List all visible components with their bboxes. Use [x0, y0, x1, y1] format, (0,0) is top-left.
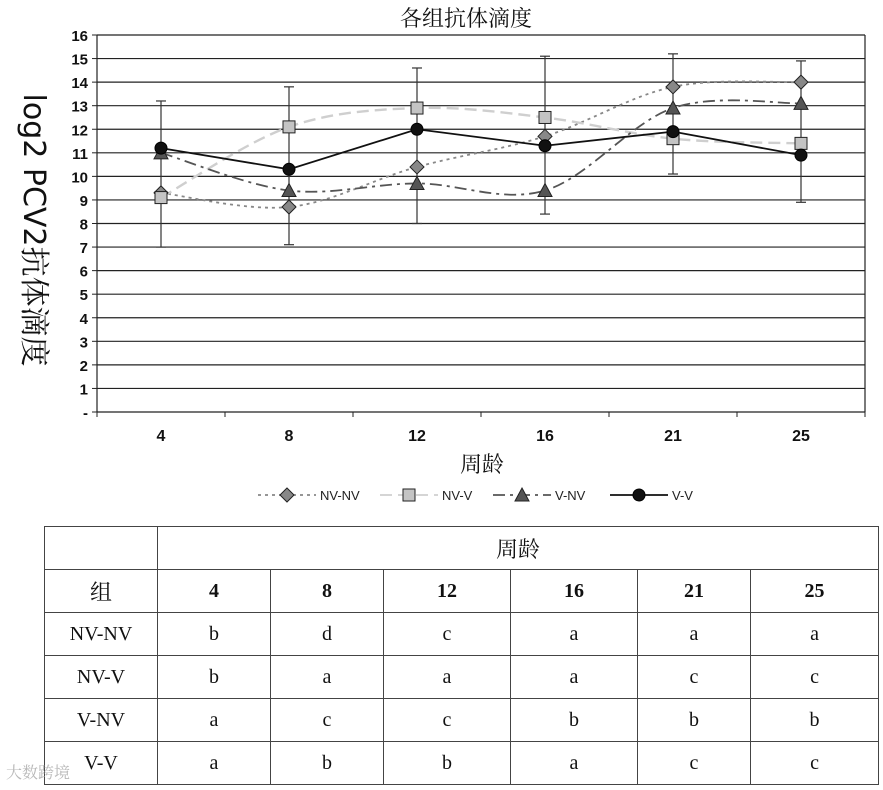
data-point-nv-v: [795, 137, 807, 149]
data-point-v-nv: [538, 184, 552, 197]
table-cell: a: [158, 742, 271, 785]
data-point-nv-nv: [794, 75, 808, 89]
y-tick-label: 7: [79, 240, 88, 258]
data-point-nv-nv: [410, 160, 424, 174]
table-cell: a: [271, 656, 384, 699]
table-cell: b: [158, 656, 271, 699]
x-tick-label: 12: [408, 428, 426, 445]
table-row: [45, 742, 879, 785]
y-tick-label: 2: [79, 357, 88, 375]
table-column-header: 12: [384, 570, 511, 613]
table-cell: b: [638, 699, 751, 742]
table-row: [45, 699, 879, 742]
table-row: [45, 613, 879, 656]
watermark: 大数跨境: [6, 763, 71, 782]
table-cell: a: [751, 613, 879, 656]
data-point-v-v: [795, 149, 807, 161]
series-line-nv-nv: [161, 81, 801, 207]
table-cell: c: [638, 742, 751, 785]
table-column-header: 4: [158, 570, 271, 613]
data-point-v-v: [155, 142, 167, 154]
data-point-v-v: [539, 140, 551, 152]
y-tick-label: 3: [79, 334, 88, 352]
table-cell: b: [751, 699, 879, 742]
x-tick-label: 21: [664, 428, 682, 445]
table-cell: b: [271, 742, 384, 785]
data-point-nv-v: [283, 121, 295, 133]
y-tick-label: 13: [71, 98, 88, 116]
y-tick-label: 9: [79, 192, 88, 210]
plot-area: [71, 28, 865, 445]
table-row-label: V-NV: [45, 699, 158, 742]
table-column-header: 21: [638, 570, 751, 613]
table-cell: c: [638, 656, 751, 699]
table-cell: a: [638, 613, 751, 656]
table-column-header: 16: [511, 570, 638, 613]
legend-marker: [280, 488, 294, 502]
table-cell: c: [384, 699, 511, 742]
table-row: [45, 656, 879, 699]
y-tick-label: 16: [71, 28, 88, 45]
table-row-label: NV-V: [45, 656, 158, 699]
table-row-label: V-V: [45, 742, 158, 785]
table-cell: a: [511, 656, 638, 699]
y-tick-label: 12: [71, 122, 88, 140]
table-column-header-row: [45, 570, 879, 613]
x-tick-label: 25: [792, 428, 810, 445]
y-tick-label: -: [83, 405, 88, 422]
data-point-v-v: [667, 126, 679, 138]
table-cell: d: [271, 613, 384, 656]
table-cell: a: [158, 699, 271, 742]
x-axis-label: 周龄: [459, 453, 505, 478]
y-tick-label: 11: [72, 145, 88, 163]
table-cell: b: [384, 742, 511, 785]
table-cell: a: [511, 613, 638, 656]
table-cell: c: [751, 656, 879, 699]
series-line-v-nv: [161, 100, 801, 194]
y-tick-label: 6: [79, 263, 88, 281]
chart-title: 各组抗体滴度: [399, 7, 533, 32]
y-tick-label: 15: [71, 51, 88, 69]
table-cell: b: [158, 613, 271, 656]
significance-table: [44, 526, 879, 785]
table-corner-cell: [45, 527, 158, 570]
data-point-v-v: [411, 123, 423, 135]
significance-table-wrapper: [44, 526, 878, 785]
table-group-header-row: [45, 527, 879, 570]
data-point-v-nv: [666, 101, 680, 114]
table-cell: c: [271, 699, 384, 742]
y-tick-label: 1: [79, 381, 88, 399]
legend-marker: [403, 489, 415, 501]
data-point-nv-v: [155, 192, 167, 204]
y-axis-label: log2 PCV2抗体滴度: [16, 93, 51, 367]
x-tick-label: 8: [284, 428, 294, 445]
table-cell: a: [511, 742, 638, 785]
data-point-nv-v: [411, 102, 423, 114]
legend: [258, 488, 693, 503]
table-column-header: 8: [271, 570, 384, 613]
table-row-header: 组: [45, 570, 158, 613]
legend-marker: [633, 489, 645, 501]
x-tick-label: 16: [536, 428, 554, 445]
y-tick-label: 5: [79, 287, 88, 305]
table-cell: b: [511, 699, 638, 742]
y-tick-label: 14: [71, 75, 88, 93]
y-tick-label: 8: [79, 216, 88, 234]
data-point-v-v: [283, 163, 295, 175]
table-cell: c: [384, 613, 511, 656]
series-line-v-v: [161, 129, 801, 169]
legend-label: NV-V: [442, 488, 473, 503]
table-row-label: NV-NV: [45, 613, 158, 656]
y-tick-label: 4: [79, 310, 88, 328]
x-tick-label: 4: [156, 428, 166, 445]
data-point-nv-nv: [282, 200, 296, 214]
legend-label: V-V: [672, 488, 693, 503]
y-tick-label: 10: [71, 169, 88, 187]
table-group-header: 周龄: [158, 527, 879, 570]
legend-label: NV-NV: [320, 488, 360, 503]
data-point-nv-v: [539, 111, 551, 123]
table-cell: c: [751, 742, 879, 785]
table-column-header: 25: [751, 570, 879, 613]
table-cell: a: [384, 656, 511, 699]
legend-label: V-NV: [555, 488, 586, 503]
